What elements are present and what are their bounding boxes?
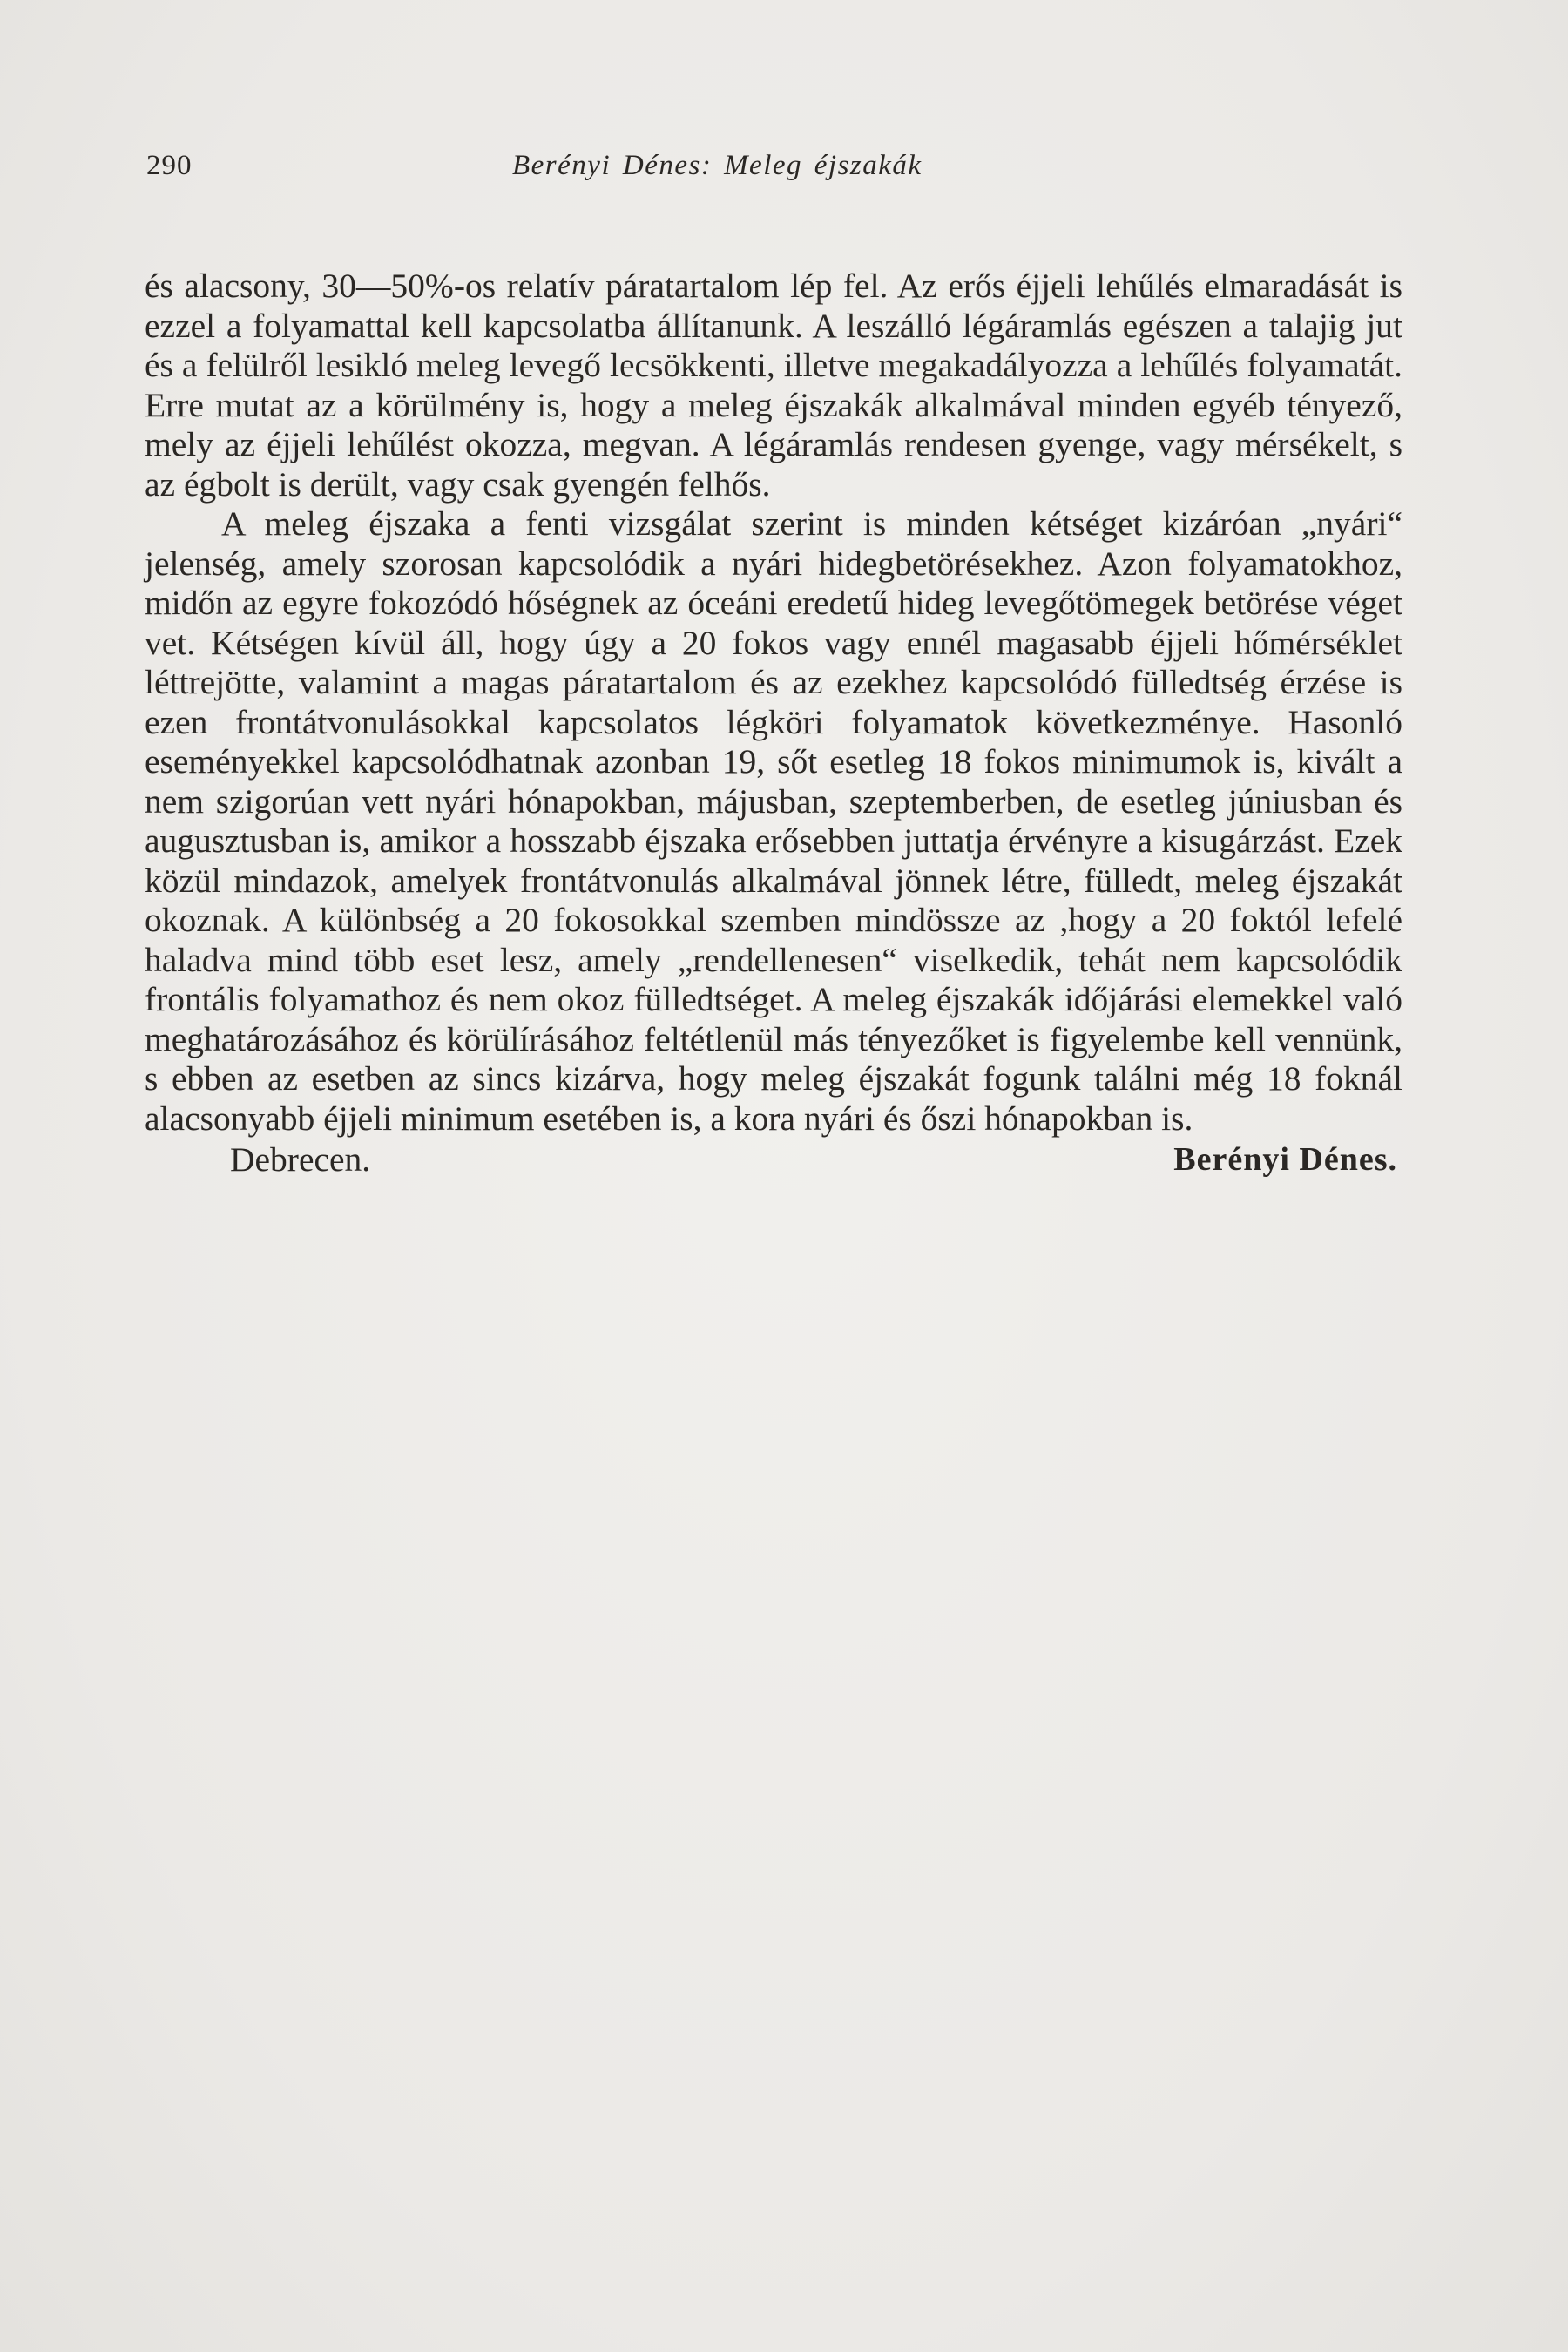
paragraph-2: A meleg éjszaka a fenti vizsgálat szerint is minden kétséget kizáróan „nyári“ jelenség, amely szorosan kapcsolódik a nyári hidegbetörésekhez. Azon folyamatokhoz, midőn az egyre fokozódó hőségnek az óceáni eredetű hideg levegőtömegek betörése véget vet. Kétségen kívül áll, hogy úgy a 20 fokos vagy ennél magasabb éjjeli hőmérséklet léttrejötte, valamint a magas páratartalom és az ezekhez kapcsolódó fülledtség érzése is ezen frontátvonulásokkal kapcsolatos légköri folyamatok következménye. Hasonló eseményekkel kapcsolódhatnak azonban 19, sőt esetleg 18 fokos minimumok is, kivált a nem szigorúan vett nyári hónapokban, májusban, szeptemberben, de esetleg júniusban és augusztusban is, amikor a hosszabb éjszaka erősebben juttatja érvényre a kisugárzást. Ezek közül mindazok, amelyek frontátvonulás alkalmával jönnek létre, fülledt, meleg éjszakát okoznak. A különbség a 20 fokosokkal szemben mindössze az ,hogy a 20 foktól lefelé haladva mind több eset lesz, amely „rendellenesen“ viselkedik, tehát nem kapcsolódik frontális folyamathoz és nem okoz fülledtséget. A meleg éjszakák időjárási elemekkel való meghatározásához és körülírásához feltétlenül más tényezőket is figyelembe kell vennünk, s ebben az esetben az sincs kizárva, hogy meleg éjszakát fogunk találni még 18 foknál alacsonyabb éjjeli minimum esetében is, a kora nyári és őszi hónapokban is. (145, 504, 1402, 1138)
page-number: 290 (146, 150, 193, 181)
author-signature: Berényi Dénes. (1173, 1141, 1397, 1178)
place-of-writing: Debrecen. (230, 1140, 371, 1179)
article-body (145, 267, 1402, 1180)
signature-line (145, 1139, 1402, 1180)
running-head (146, 150, 1401, 193)
running-title: Berényi Dénes: Meleg éjszakák (512, 150, 923, 181)
paragraph-1: és alacsony, 30—50%-os relatív páratartalom lép fel. Az erős éjjeli lehűlés elmaradását is ezzel a folyamattal kell kapcsolatba állítanunk. A leszálló légáramlás egészen a talajig jut és a felülről lesikló meleg levegő lecsökkenti, illetve megakadályozza a lehűlés folyamatát. Erre mutat az a körülmény is, hogy a meleg éjszakák alkalmával minden egyéb tényező, mely az éjjeli lehűlést okozza, megvan. A légáramlás rendesen gyenge, vagy mérsékelt, s az égbolt is derült, vagy csak gyengén felhős. (145, 267, 1402, 504)
